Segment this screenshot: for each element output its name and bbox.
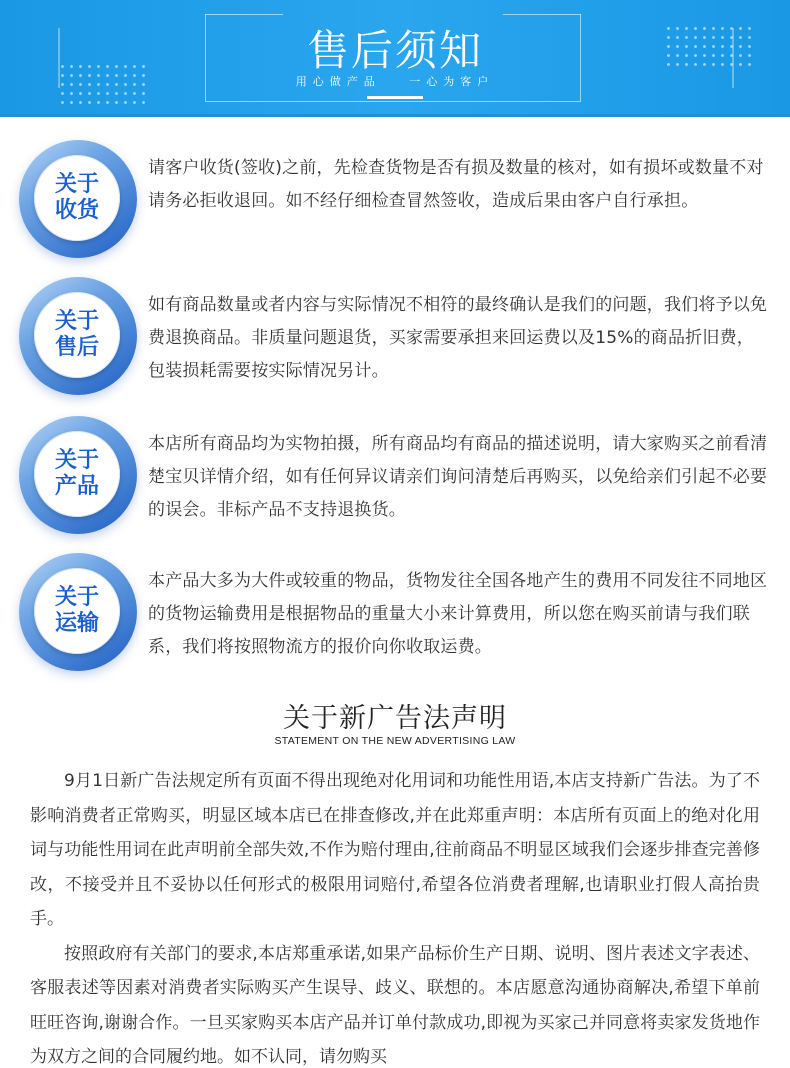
badge-circle [19, 277, 137, 395]
badge-label: 关于 售后 [54, 309, 99, 360]
info-item-product [0, 416, 790, 541]
badge-label: 关于 产品 [54, 448, 99, 499]
info-item-text: 本产品大多为大件或较重的物品，货物发往全国各地产生的费用不同发往不同地区的货物运输费用是根据物品的重量大小来计算费用，所以您在购买前请与我们联系，我们将按照物流方的报价向你收取运费。 [148, 571, 768, 657]
title-underline [367, 96, 423, 99]
statement-body [30, 764, 760, 1068]
badge-label: 关于 收货 [54, 172, 99, 223]
statement-subtitle: STATEMENT ON THE NEW ADVERTISING LAW [274, 735, 516, 747]
page-subtitle: 用心做产品 一心为客户 [295, 75, 495, 88]
info-item-receiving [0, 140, 790, 265]
badge-label: 关于 运输 [54, 585, 99, 636]
info-item-text: 请客户收货(签收)之前，先检查货物是否有损及数量的核对，如有损坏或数量不对请务必拒收退回。如不经仔细检查冒然签收，造成后果由客户自行承担。 [148, 158, 764, 211]
info-item-shipping [0, 553, 790, 678]
badge-circle [19, 553, 137, 671]
title-frame-edge [503, 14, 581, 15]
header-banner [0, 0, 790, 117]
statement-paragraph: 9月1日新广告法规定所有页面不得出现绝对化用词和功能性用语,本店支持新广告法。为了不影响消费者正常购买，明显区域本店已在排查修改,并在此郑重声明：本店所有页面上的绝对化用词与功能性用词在此声明前全部失效,不作为赔付理由,往前商品不明显区域我们会逐步排查完善修改，不接受并且不妥协以任何形式的极限用词赔付,希望各位消费者理解,也请职业打假人高抬贵手。 [30, 771, 760, 929]
info-item-after-sales [0, 277, 790, 402]
statement-title: 关于新广告法声明 [283, 703, 507, 734]
info-item-text: 如有商品数量或者内容与实际情况不相符的最终确认是我们的问题，我们将予以免费退换商品。非质量问题退货，买家需要承担来回运费以及15%的商品折旧费，包装损耗需要按实际情况另计。 [148, 295, 768, 381]
badge-circle [19, 140, 137, 258]
page-title: 售后须知 [306, 26, 483, 75]
badge-circle [19, 416, 137, 534]
title-frame-edge [205, 14, 283, 15]
info-item-text: 本店所有商品均为实物拍摄，所有商品均有商品的描述说明，请大家购买之前看清楚宝贝详情介绍，如有任何异议请亲们询问清楚后再购买，以免给亲们引起不必要的误会。非标产品不支持退换货。 [148, 434, 768, 520]
statement-paragraph: 按照政府有关部门的要求,本店郑重承诺,如果产品标价生产日期、说明、图片表述文字表述、客服表述等因素对消费者实际购买产生误导、歧义、联想的。本店愿意沟通协商解决,希望下单前旺旺咨询,谢谢合作。一旦买家购买本店产品并订单付款成功,即视为买家己并同意将卖家发货地作为双方之间的合同履约地。如不认同，请勿购买 [30, 943, 760, 1067]
